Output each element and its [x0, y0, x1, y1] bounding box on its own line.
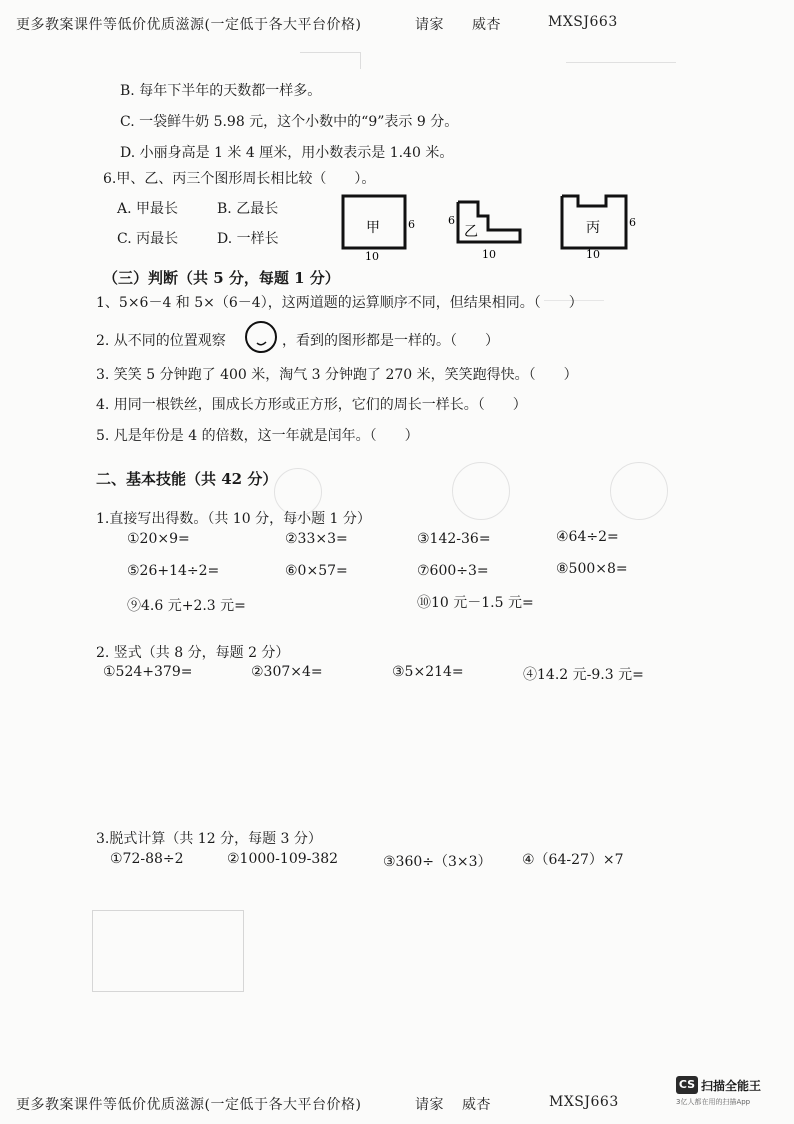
header-contact-label: 请家 [415, 17, 444, 33]
bleed-through-map [92, 910, 244, 992]
shape-yi-height: 6 [448, 214, 455, 227]
q6-stem: 6.甲、乙、丙三个图形周长相比较（ ）。 [103, 171, 376, 187]
shape-yi-width: 10 [482, 248, 496, 261]
header-contact-name: 威杏 [472, 17, 501, 33]
judge-item-4: 4. 用同一根铁丝，围成长方形或正方形，它们的周长一样长。（ ） [96, 397, 527, 413]
stepwise-calc-title: 3.脱式计算（共 12 分，每题 3 分） [96, 831, 322, 847]
judge-item-1: 1、5×6－4 和 5×（6－4），这两道题的运算顺序不同，但结果相同。（ ） [96, 295, 583, 311]
bleed-through-clock [610, 462, 668, 520]
q6-option-a: A. 甲最长 [117, 201, 179, 217]
q6-option-c: C. 丙最长 [117, 231, 179, 247]
stepwise-calc-item: ④（64-27）×7 [522, 852, 624, 868]
part2-title: 二、基本技能（共 42 分） [96, 470, 278, 488]
judge-section-title: （三）判断（共 5 分，每题 1 分） [103, 269, 340, 287]
shape-jia-width: 10 [365, 250, 379, 262]
direct-calc-item: ⑩10 元－1.5 元= [417, 595, 534, 611]
judge-item-5: 5. 凡是年份是 4 的倍数，这一年就是闰年。（ ） [96, 428, 419, 444]
perimeter-shapes-figure [338, 190, 638, 262]
choice-option-b: B. 每年下半年的天数都一样多。 [120, 83, 322, 99]
judge-item-2-tail: ，看到的图形都是一样的。（ ） [282, 333, 499, 349]
judge-item-3: 3. 笑笑 5 分钟跑了 400 米，淘气 3 分钟跑了 270 米，笑笑跑得快。（ ） [96, 367, 578, 383]
camscanner-app-name: 扫描全能王 [701, 1079, 762, 1093]
shape-yi-label: 乙 [464, 224, 478, 240]
direct-calc-item: ①20×9= [127, 531, 190, 547]
judge-item-2: 2. 从不同的位置观察 [96, 333, 226, 349]
direct-calc-item: ⑤26+14÷2= [127, 563, 220, 579]
footer-contact-name: 威杏 [462, 1097, 491, 1113]
shape-bing-width: 10 [586, 248, 600, 261]
choice-option-c: C. 一袋鲜牛奶 5.98 元，这个小数中的“9”表示 9 分。 [120, 114, 459, 130]
footer-banner: 更多教案课件等低价优质滋源(一定低于各大平台价格) [16, 1097, 362, 1113]
bleed-through-clock [452, 462, 510, 520]
header-code: MXSJ663 [548, 14, 618, 30]
vertical-calc-item: ④14.2 元-9.3 元= [523, 667, 644, 683]
vertical-calc-item: ②307×4= [251, 664, 323, 680]
header-banner: 更多教案课件等低价优质滋源(一定低于各大平台价格) [16, 17, 362, 33]
direct-calc-item: ④64÷2= [556, 529, 619, 545]
direct-calc-item: ③142-36= [417, 531, 491, 547]
stepwise-calc-item: ③360÷（3×3） [383, 854, 492, 870]
camscanner-logo-icon: CS [676, 1076, 698, 1094]
direct-calc-item: ⑨4.6 元+2.3 元= [127, 598, 246, 614]
stepwise-calc-item: ②1000-109-382 [227, 851, 339, 867]
q6-option-b: B. 乙最长 [217, 201, 279, 217]
direct-calc-item: ⑧500×8= [556, 561, 628, 577]
footer-code: MXSJ663 [549, 1094, 619, 1110]
ball-icon [244, 320, 278, 354]
vertical-calc-item: ③5×214= [392, 664, 464, 680]
shape-bing-label: 丙 [586, 220, 600, 236]
vertical-calc-item: ①524+379= [103, 664, 193, 680]
stepwise-calc-item: ①72-88÷2 [110, 851, 184, 867]
bleed-through-box [300, 52, 361, 69]
camscanner-tagline: 3亿人都在用的扫描App [676, 1098, 751, 1106]
choice-option-d: D. 小丽身高是 1 米 4 厘米，用小数表示是 1.40 米。 [120, 145, 454, 161]
direct-calc-item: ⑥0×57= [285, 563, 348, 579]
footer-contact-label: 请家 [415, 1097, 444, 1113]
shape-bing-height: 6 [629, 216, 636, 229]
shape-jia-height: 6 [408, 218, 415, 231]
shape-jia-label: 甲 [366, 220, 380, 236]
bleed-through-line [566, 62, 676, 63]
direct-calc-item: ⑦600÷3= [417, 563, 489, 579]
vertical-calc-title: 2. 竖式（共 8 分，每题 2 分） [96, 645, 290, 661]
direct-calc-item: ②33×3= [285, 531, 348, 547]
direct-calc-title: 1.直接写出得数。（共 10 分，每小题 1 分） [96, 511, 371, 527]
q6-option-d: D. 一样长 [217, 231, 279, 247]
